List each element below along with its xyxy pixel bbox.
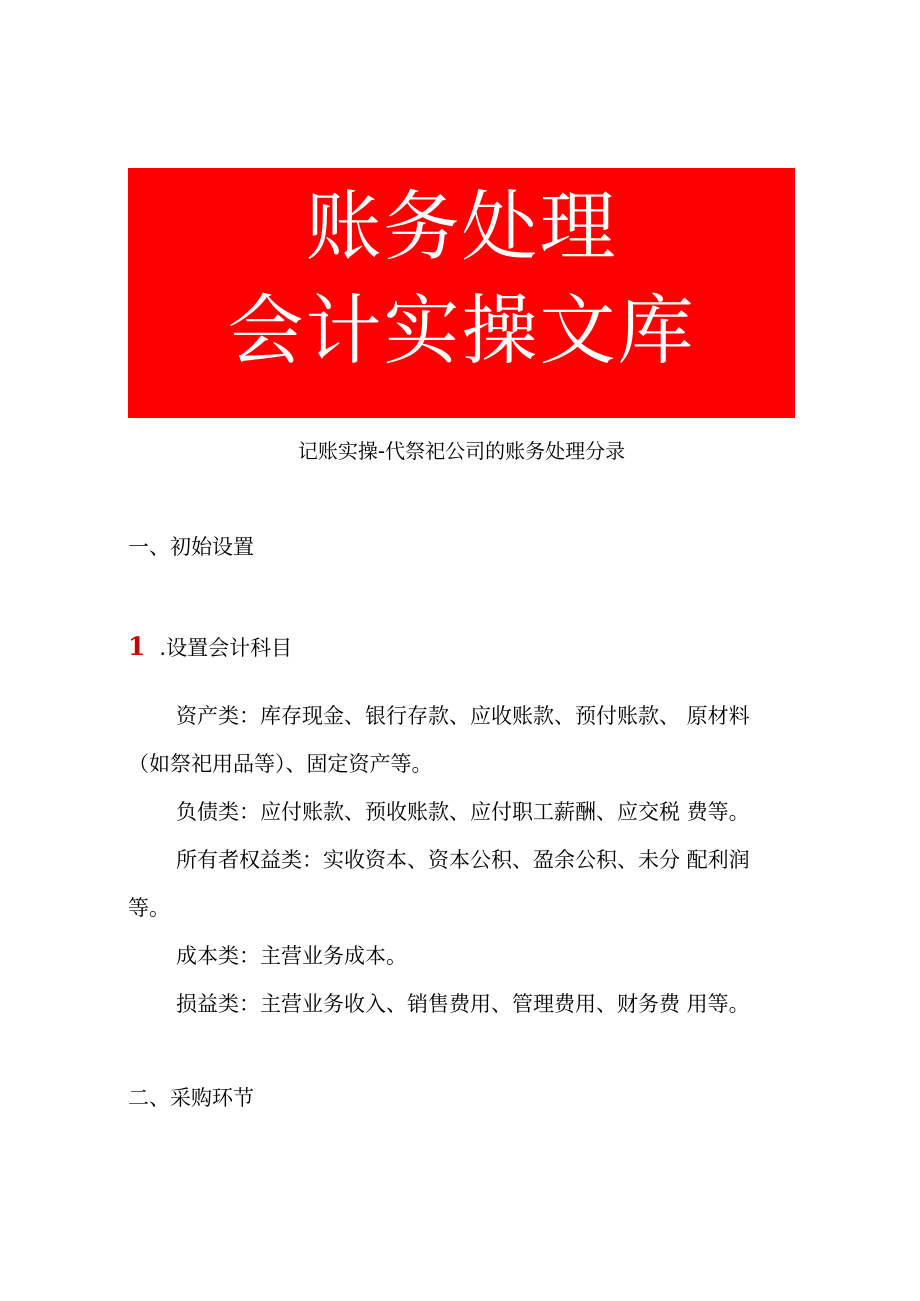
banner-title-line-2: 会计实操文库 [227, 286, 696, 375]
section-heading-initial-setup: 一、初始设置 [128, 535, 254, 559]
paragraph-assets: 资产类：库存现金、银行存款、应收账款、预付账款、 原材料（如祭祀用品等）、固定资产等。 [128, 704, 750, 776]
subsection-heading-accounts [128, 632, 292, 663]
title-banner [128, 168, 795, 418]
subsection-number: 1 [128, 632, 146, 661]
subsection-label: .设置会计科目 [159, 636, 293, 660]
paragraph-liabilities: 负债类：应付账款、预收账款、应付职工薪酬、应交税 费等。 [176, 800, 750, 824]
paragraph-equity: 所有者权益类：实收资本、资本公积、盈余公积、未分 配利润等。 [128, 848, 750, 920]
paragraph-cost: 成本类：主营业务成本。 [176, 944, 407, 968]
document-subtitle: 记账实操-代祭祀公司的账务处理分录 [297, 439, 626, 463]
paragraph-profit-loss: 损益类：主营业务收入、销售费用、管理费用、财务费 用等。 [176, 992, 750, 1016]
section-heading-procurement: 二、采购环节 [128, 1086, 254, 1110]
banner-title-line-1: 账务处理 [305, 182, 618, 271]
